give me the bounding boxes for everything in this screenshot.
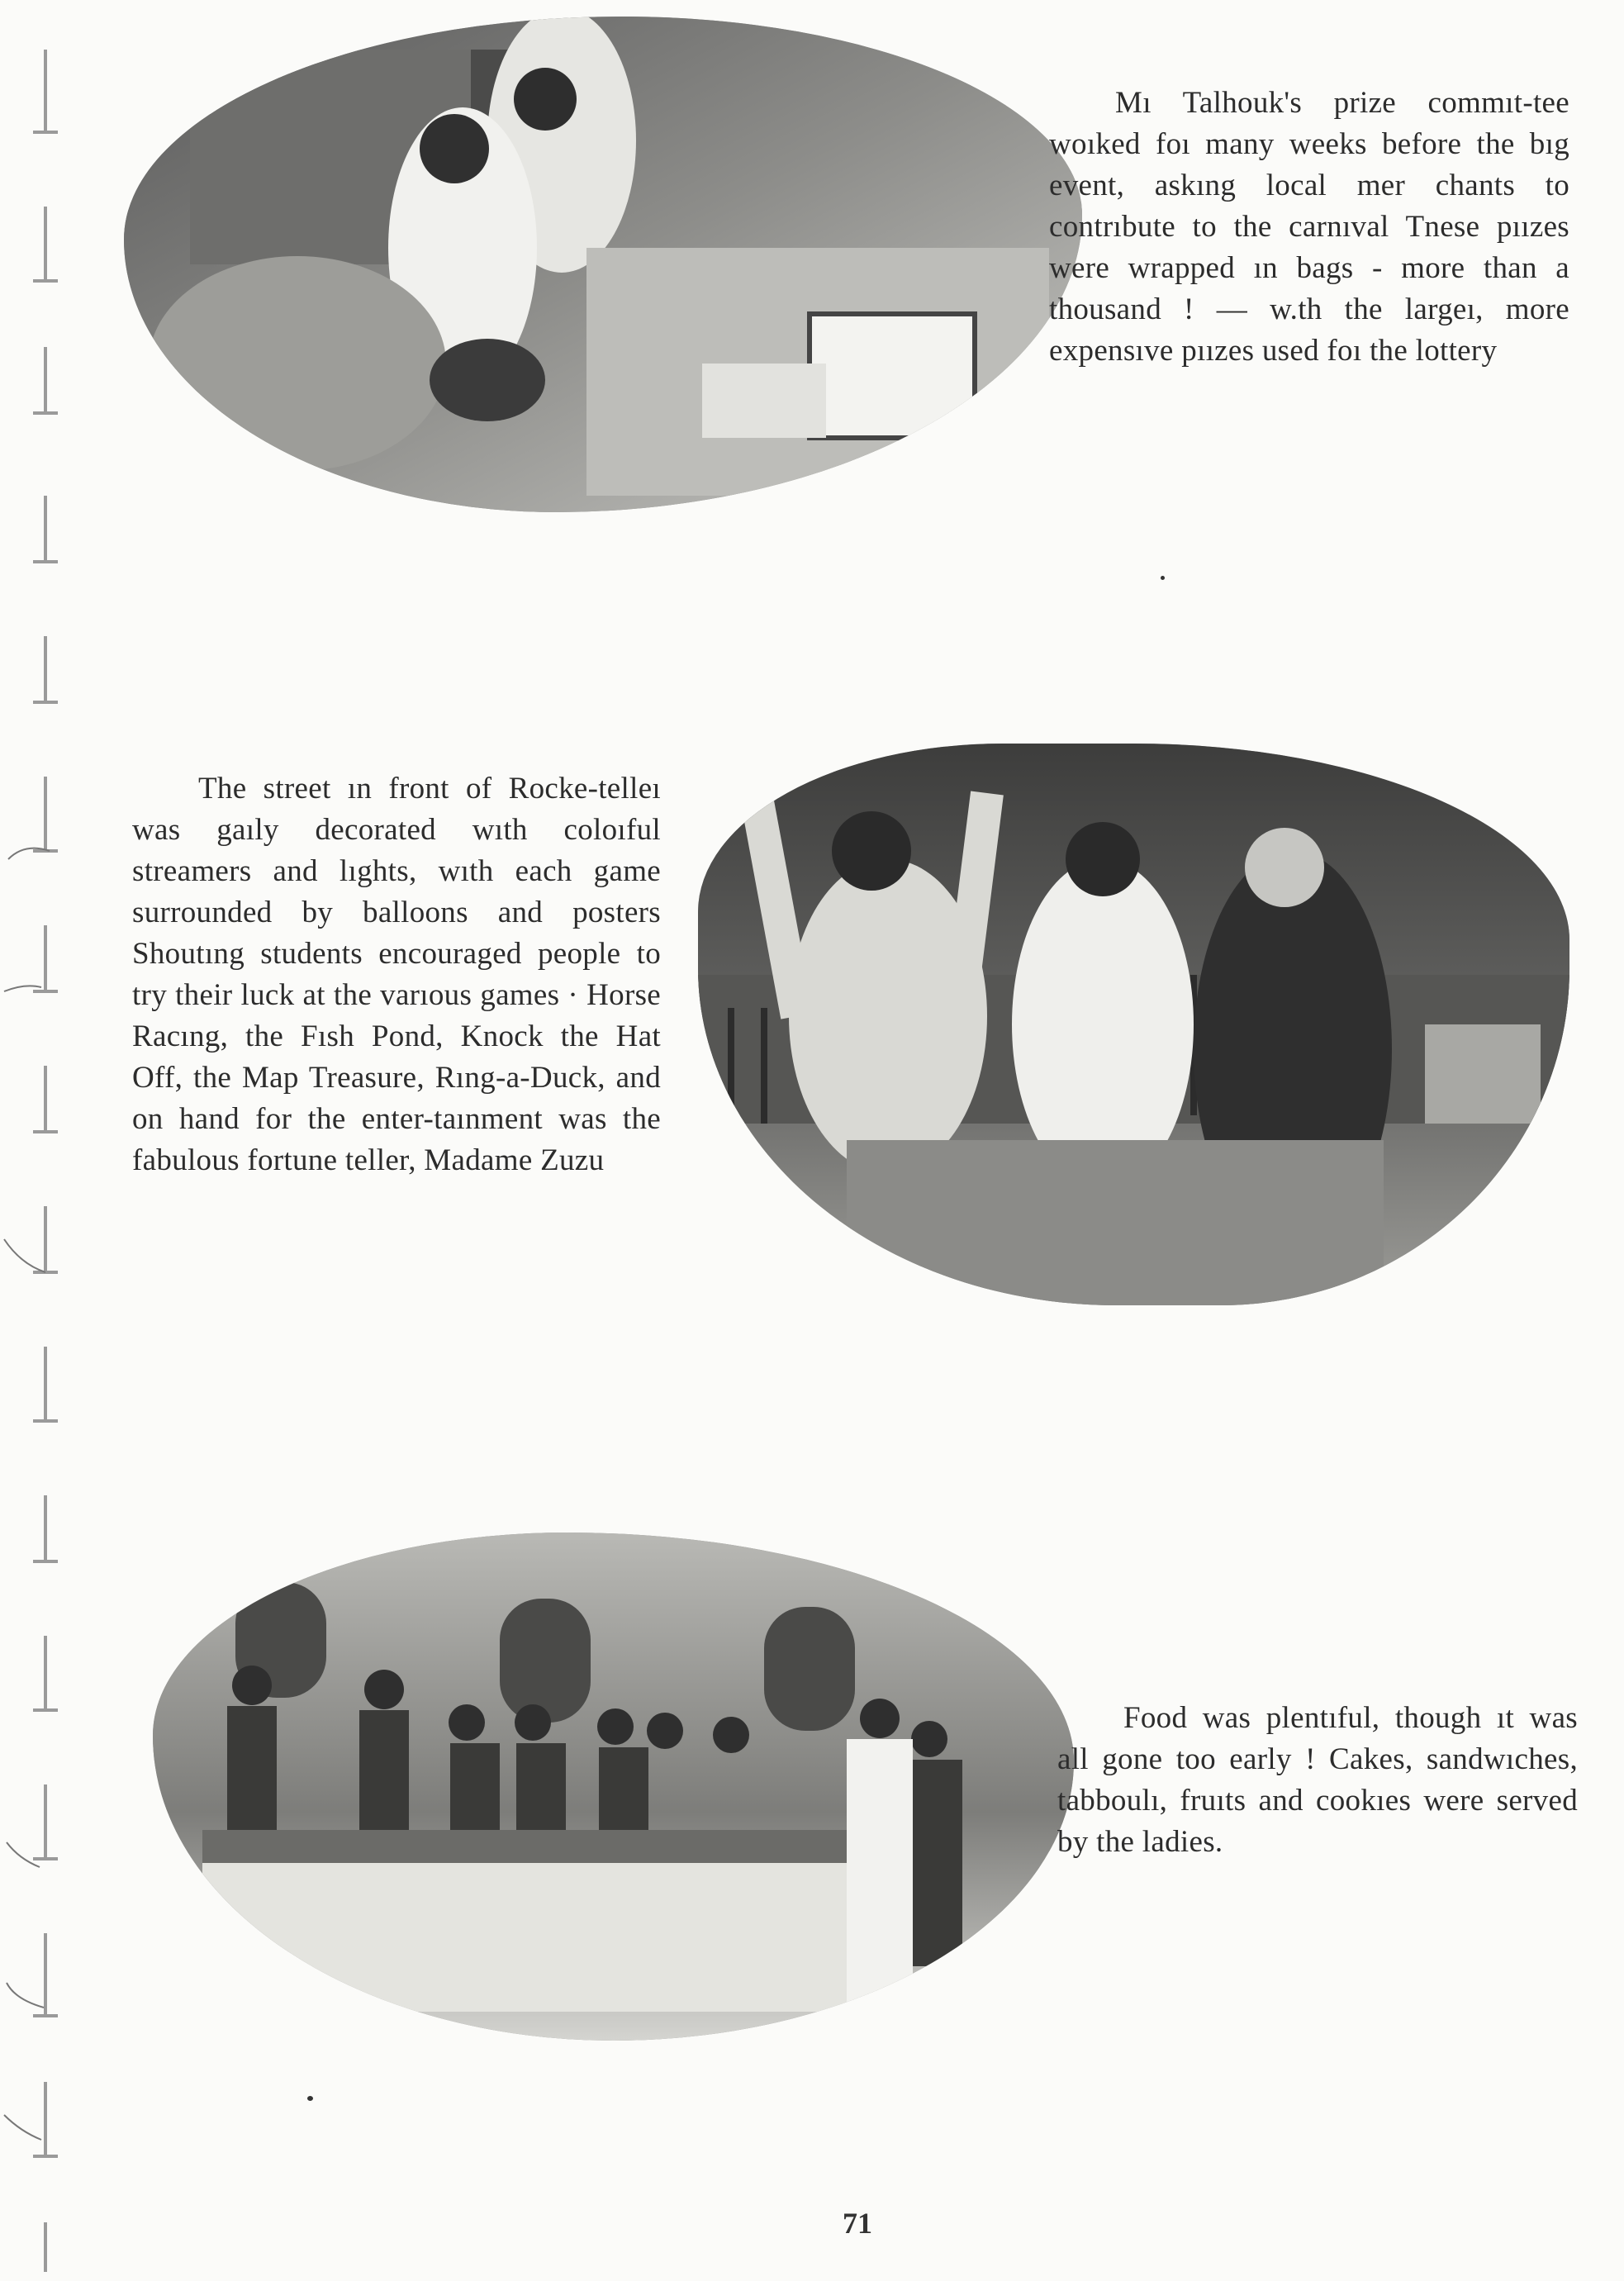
- caption-food: [1057, 1698, 1578, 1863]
- ink-speck: [1161, 576, 1165, 580]
- photo-carnival-games: [698, 744, 1569, 1305]
- caption-food-text: Food was plentıful, though ıt was all gone too early ! Cakes, sandwıches, tabboulı, fruıts and cookıes were served by the ladies.: [1057, 1701, 1578, 1859]
- caption-street-games-text: The street ın front of Rocke-telleı was gaıly decorated wıth coloıful streamers and lıghts, wıth each game surrounded by balloons and posters Shoutıng students encouraged people to try their luck at the varıous games · Horse Racıng, the Fısh Pond, Knock the Hat Off, the Map Treasure, Rıng-a-Duck, and on hand for the enter-taınment was the fabulous fortune teller, Madame Zuzu: [132, 772, 661, 1177]
- photo-food-tables: [153, 1533, 1074, 2041]
- spiral-binding: [0, 0, 74, 2281]
- photo-prize-committee: [124, 17, 1082, 512]
- caption-prize-committee: [1049, 83, 1569, 372]
- photo-prize-committee-image: [124, 17, 1082, 512]
- photo-food-tables-image: [153, 1533, 1074, 2041]
- ink-speck: [307, 2096, 313, 2101]
- page-number: 71: [843, 2207, 872, 2240]
- photo-carnival-games-image: [698, 744, 1569, 1305]
- caption-street-games: [132, 768, 661, 1181]
- caption-prize-committee-text: Mı Talhouk's prize commıt-tee woıked foı many weeks before the bıg event, askıng local mer chants to contrıbute to the carnıval Tnese pıızes were wrapped ın bags - more than a thousand ! — w.th the largeı, more expensıve pıızes used foı the lottery: [1049, 86, 1569, 368]
